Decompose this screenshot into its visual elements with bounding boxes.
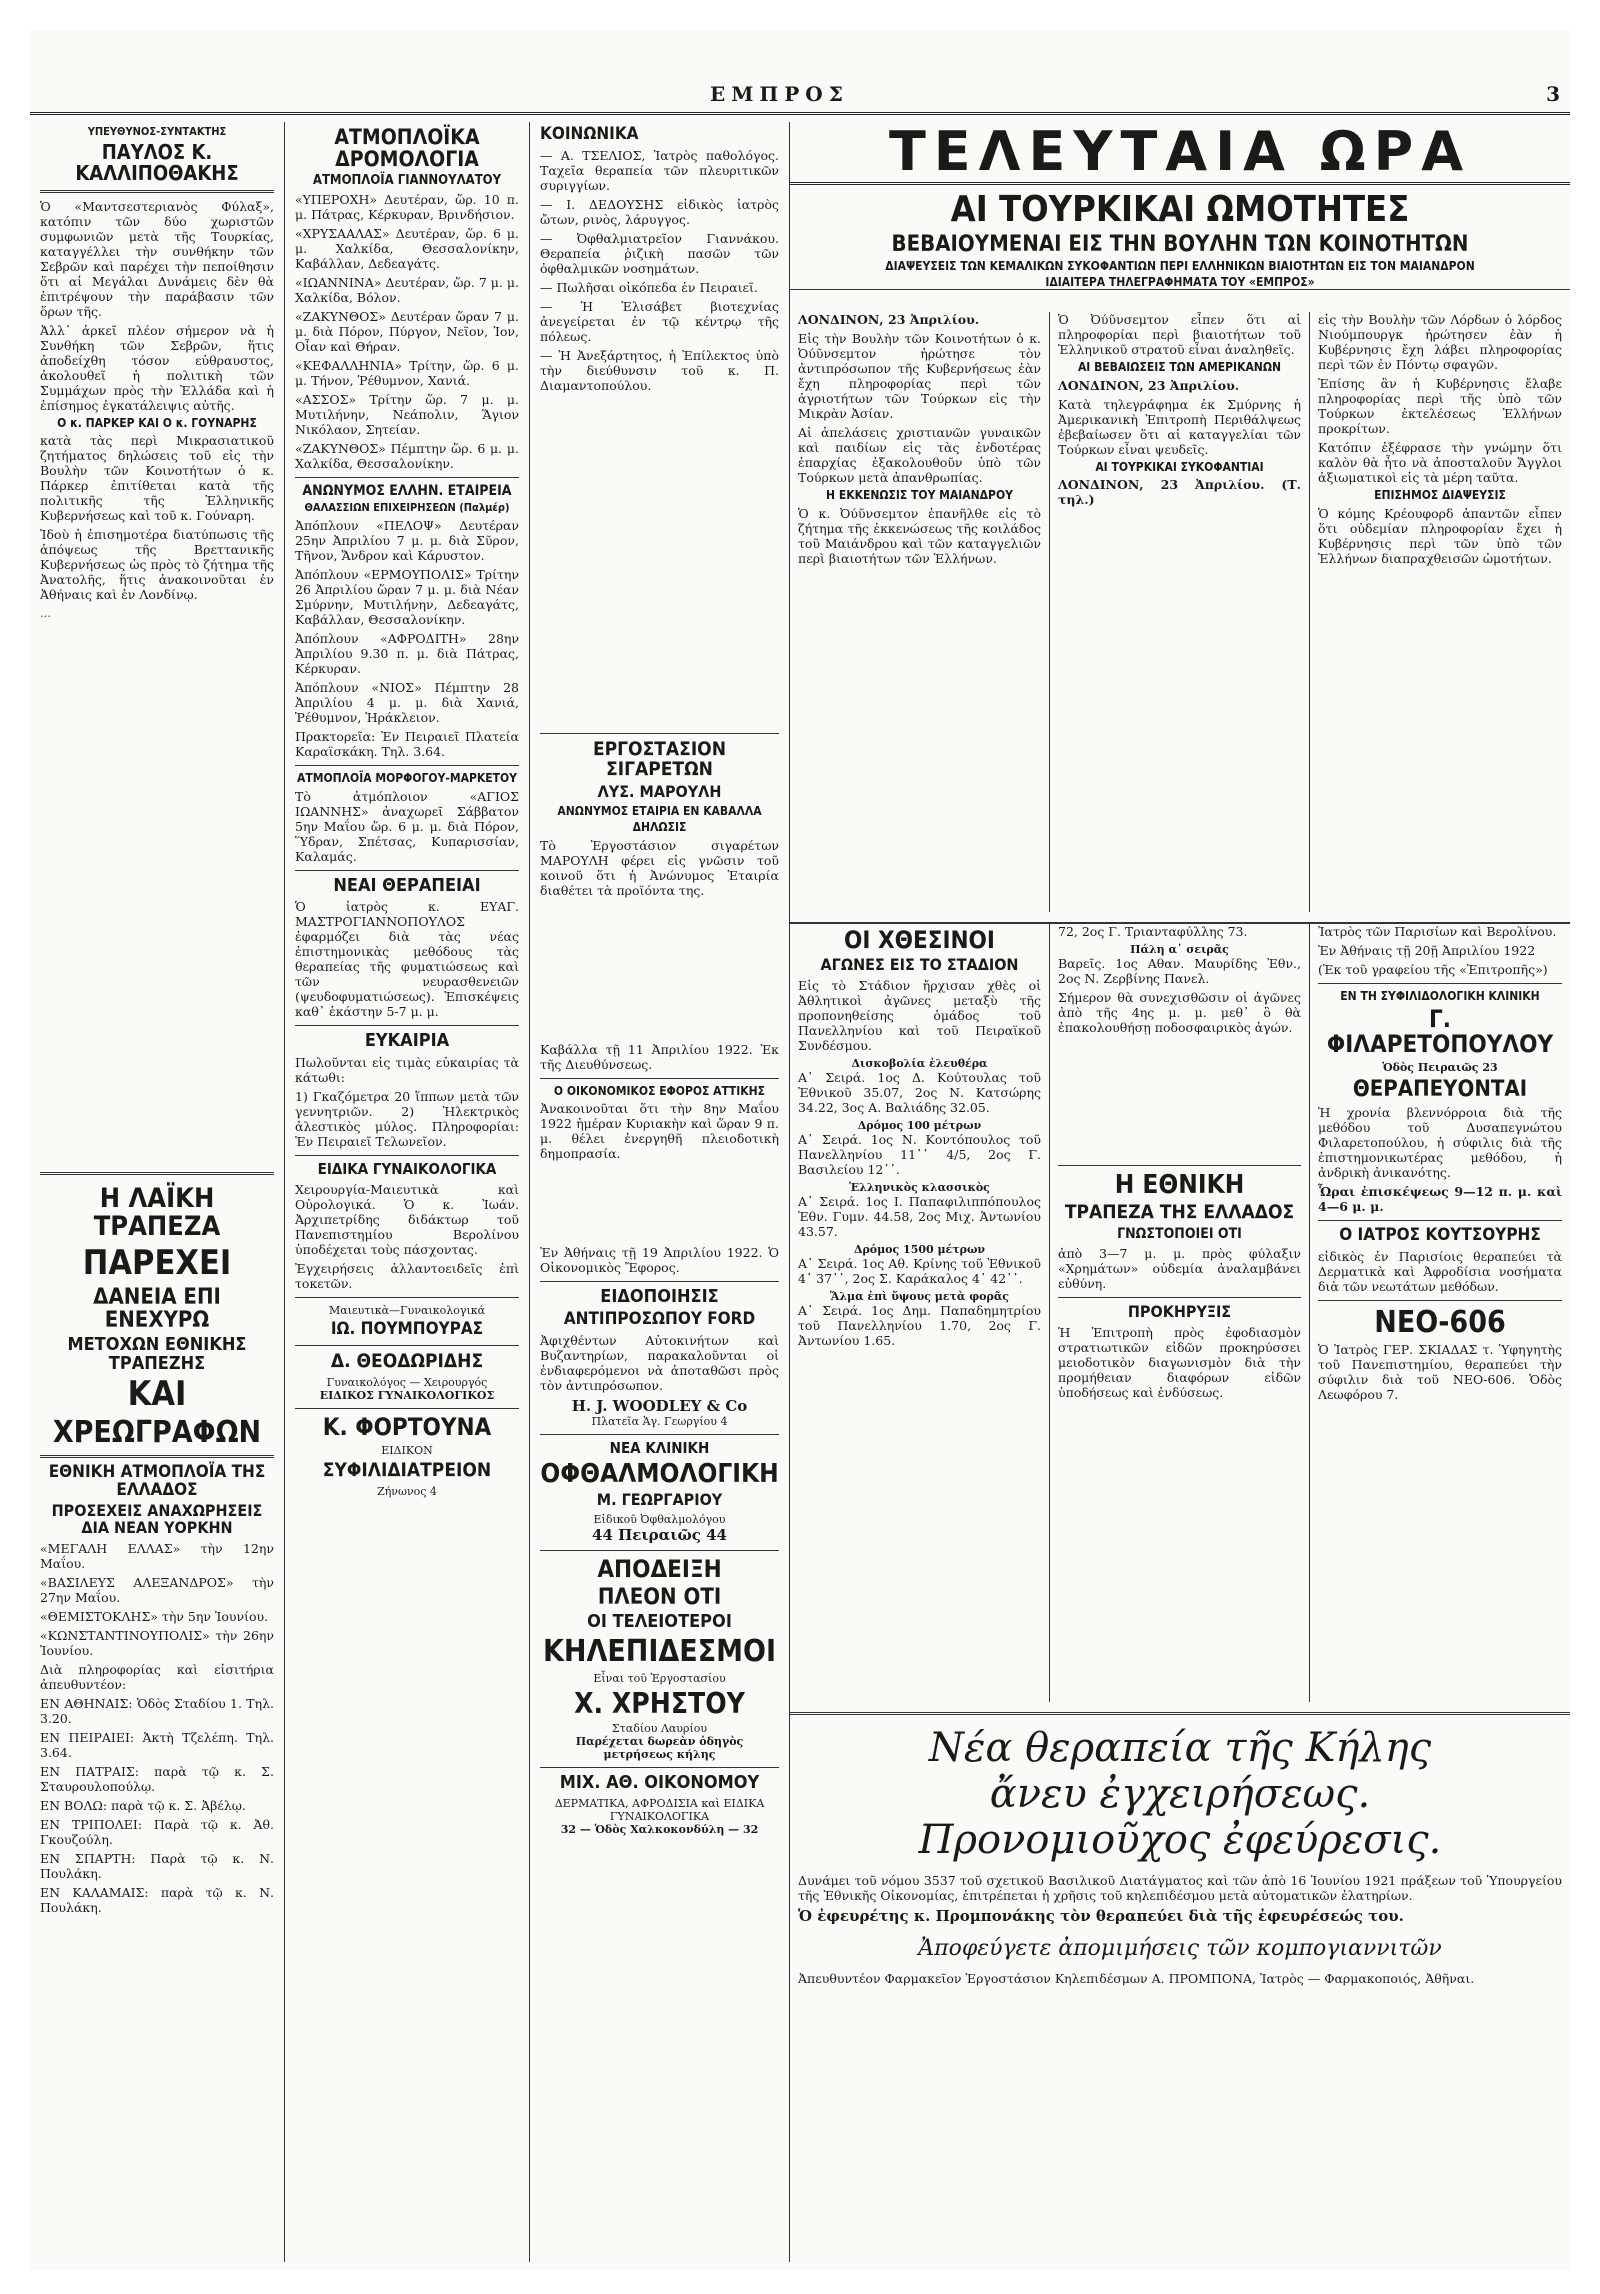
column-3: [530, 122, 790, 2262]
departure-line: «ΘΕΜΙΣΤΟΚΛΗΣ» τὴν 5ην Ἰουνίου.: [40, 1608, 269, 1624]
article-paragraph: Ἡ Ἐπιτροπὴ πρὸς ἐφοδιασμὸν στρατιωτικῶν εἰδῶν προκηρύσσει μειοδοτικὸν διαγωνισμὸν διὰ τὴν προμήθειαν διαφόρων εἰδῶν ὑποδήσεως καὶ ἐνδύσεως.: [1058, 1324, 1301, 1400]
company-subtitle: ΘΑΛΑΣΣΙΩΝ ΕΠΙΧΕΙΡΗΣΕΩΝ (Παλμέρ): [304, 501, 510, 515]
ad-headline: Προνομιοῦχος ἐφεύρεσις.: [918, 1817, 1442, 1863]
event-title: Δρόμος 100 μέτρων: [857, 1118, 982, 1132]
ad-title: ΝΕΟ-606: [1374, 1304, 1506, 1340]
section-title: ΑΙ ΒΕΒΑΙΩΣΕΙΣ ΤΩΝ ΑΜΕΡΙΚΑΝΩΝ: [1077, 360, 1282, 374]
clinic-name: ΣΥΦΙΛΙΔΙΑΤΡΕΙΟΝ: [322, 1459, 492, 1482]
section-title: ΕΙΔΙΚΑ ΓΥΝΑΙΚΟΛΟΓΙΚΑ: [317, 1160, 497, 1179]
agency-line: Πρακτορεῖα: Ἐν Πειραιεῖ Πλατεία Καραϊσκάκη. Τηλ. 3.64.: [295, 728, 519, 759]
bank-line: ΠΑΡΕΧΕΙ: [82, 1242, 232, 1283]
doctor-name: Γ. ΦΙΛΑΡΕΤΟΠΟΥΛΟΥ: [1326, 1004, 1554, 1058]
event-title: Δρόμος 1500 μέτρων: [853, 1242, 986, 1256]
article-paragraph: Ὁ κ. Ὀύῦνσεμτον ἐπανῆλθε εἰς τὸ ζήτημα τῆς ἐκκενώσεως τῆς κοιλάδος τοῦ Μαιάνδρου καὶ τῶν καταγγελιῶν περὶ βιαιοτήτων τῶν Ἑλλήνων.: [798, 505, 1041, 566]
dateline: ΛΟΝΔΙΝΟΝ, 23 Ἀπριλίου.: [798, 312, 980, 327]
column-2: [285, 122, 530, 2262]
ad-line: Εἶναι τοῦ Ἐργοστασίου: [593, 1671, 726, 1685]
doctor-specialty: ΕΙΔΙΚΟΝ: [381, 1444, 433, 1458]
clinic-address: 44 Πειραιῶς 44: [592, 1525, 727, 1544]
route-line: «ΧΡΥΣΑΑΛΑΣ» Δευτέραν, ὥρ. 6 μ. μ. Χαλκίδα, Θεσσαλονίκην, Καβάλλαν, Δεδεαγάτς.: [295, 225, 519, 271]
event-title: Ἑλληνικὸς κλασσικὸς: [849, 1180, 990, 1194]
steamship-advert: [40, 1461, 274, 1915]
departure-line: «ΚΩΝΣΤΑΝΤΙΝΟΥΠΟΛΙΣ» τὴν 26ην Ἰουνίου.: [40, 1627, 274, 1658]
agency-line: ΕΝ ΚΑΛΑΜΑΙΣ: παρὰ τῷ κ. Ν. Πουλάκη.: [40, 1884, 274, 1915]
contact-line: Ἀπευθυντέον Φαρμακεῖον Ἐργοστάσιον Κηλεπιδέσμων Α. ΠΡΟΜΠΟΝΑ, Ἰατρὸς — Φαρμακοποιός, Ἀθῆναι.: [798, 1971, 1475, 1986]
route-line: «ΙΩΑΝΝΙΝΑ» Δευτέραν, ὥρ. 7 μ. μ. Χαλκίδα, Βόλον.: [295, 274, 519, 305]
section-title: Η ΕΚΚΕΝΩΣΙΣ ΤΟΥ ΜΑΙΑΝΔΡΟΥ: [826, 488, 1013, 502]
notice-subtitle: ΑΝΤΙΠΡΟΣΩΠΟΥ FORD: [563, 1309, 756, 1330]
sports-column: [790, 922, 1050, 1702]
factory-subtitle: ΑΝΩΝΥΜΟΣ ΕΤΑΙΡΙΑ ΕΝ ΚΑΒΑΛΛΑ: [557, 803, 762, 818]
doctor-name: ΜΙΧ. ΑΘ. ΟΙΚΟΝΟΜΟΥ: [559, 1771, 760, 1793]
doctor-specialty: Μαιευτικὰ—Γυναικολογικά: [328, 1304, 486, 1318]
social-item: — Ι. ΔΕΔΟΥΣΗΣ εἰδικὸς ἰατρὸς ὤτων, ρινὸς, λάρυγγος.: [540, 196, 779, 227]
article-paragraph: Ἡ χρονία βλεννόρροια διὰ τῆς μεθόδου τοῦ Δυσαπεγνώτου Φιλαρετοπούλου, ἡ σύφιλις διὰ τῆς ἐπιστημονικωτέρας μεθόδου, ἡ ἀνδρικὴ ἀνικανότης.: [1318, 1105, 1562, 1181]
doctor-specialty: Γυναικολόγος — Χειρουργός: [326, 1375, 488, 1389]
doctor-name: Κ. ΦΟΡΤΟΥΝΑ: [322, 1412, 492, 1441]
article-paragraph: Ὁ Ἰατρὸς ΓΕΡ. ΣΚΙΑΔΑΣ τ. Ὑφηγητὴς τοῦ Πανεπιστημίου, θεραπεύει τὴν σύφιλιν διὰ τοῦ ΝΕΟ-606. Ὁδὸς Λεωφόρου 7.: [1318, 1342, 1562, 1403]
article-paragraph: 1) Γκαζόμετρα 20 ἵππων μετὰ τῶν γεννητριῶν. 2) Ἠλεκτρικὸς ἀλεστικὸς μύλος. Πληροφορίαι: Ἐν Πειραιεῖ Τελωνεῖον.: [295, 1089, 519, 1150]
bank-name: Η ΛΑΪΚΗ ΤΡΑΠΕΖΑ: [93, 1183, 221, 1243]
ad-headline: ἄνευ ἐγχειρήσεως.: [989, 1771, 1371, 1817]
article-paragraph: Σήμερον θὰ συνεχισθῶσιν οἱ ἀγῶνες ἀπὸ τῆς 4ης μ. μ. μεθ᾽ ὃ θὰ ἐπακολουθήσῃ ποδοσφαιρικὸς ἀγών.: [1058, 990, 1301, 1035]
social-item: — Ὀφθαλμιατρεῖον Γιαννάκου. Θεραπεία ῥιζικὴ πασῶν τῶν ὀφθαλμικῶν νοσημάτων.: [540, 230, 779, 276]
clinic-title: ΕΝ ΤΗ ΣΥΦΙΛΙΔΟΛΟΓΙΚΗ ΚΛΙΝΙΚΗ: [1340, 989, 1540, 1003]
route-line: Ἀπόπλουν «ΝΙΟΣ» Πέμπτην 28 Ἀπριλίου 4 μ. μ. διὰ Χανιά, Ῥέθυμνον, Ἡράκλειον.: [295, 679, 519, 725]
company-title: ΑΤΜΟΠΛΟΪΑ ΜΟΡΦΟΓΟΥ-ΜΑΡΚΕΤΟΥ: [297, 770, 517, 785]
result-line: Α᾽ Σειρά. 1ος Ν. Κοντόπουλος τοῦ Πανελληνίου 11᾽᾽ 4/5, 2ος Γ. Βασιλείου 12᾽᾽.: [798, 1131, 1041, 1177]
doctor-name: Ο ΙΑΤΡΟΣ ΚΟΥΤΣΟΥΡΗΣ: [1339, 1225, 1541, 1246]
bank-title: Η ΕΘΝΙΚΗ: [1114, 1170, 1245, 1200]
clinic-title: ΝΕΑ ΚΛΙΝΙΚΗ: [609, 1439, 710, 1458]
article-paragraph: ἀπὸ 3—7 μ. μ. πρὸς φύλαξιν «Χρημάτων» οὐδεμία ἀναλαμβάνει εὐθύνη.: [1058, 1245, 1301, 1291]
doctor-address: 32 — Ὁδὸς Χαλκοκονδύλη — 32: [560, 1822, 759, 1836]
result-line: Α᾽ Σειρά. 1ος Δημ. Παπαδημητρίου τοῦ Πανελληνίου 1.70, 2ος Γ. Ἀντωνίου 1.65.: [798, 1302, 1041, 1348]
article-paragraph: Ἐν Ἀθήναις τῇ 20ῇ Ἀπριλίου 1922: [1318, 943, 1536, 958]
article-paragraph: εἰδικὸς ἐν Παρισίοις θεραπεύει τὰ Δερματικὰ καὶ Ἀφροδίσια νοσήματα διὰ τῶν νεωτάτων μεθόδων.: [1318, 1248, 1562, 1294]
editor-label: ΥΠΕΥΘΥΝΟΣ-ΣΥΝΤΑΚΤΗΣ: [87, 125, 227, 138]
section-title: Ο κ. ΠΑΡΚΕΡ ΚΑΙ Ο κ. ΓΟΥΝΑΡΗΣ: [57, 415, 257, 430]
company-name: H. J. WOODLEY & Co: [571, 1397, 748, 1416]
article-paragraph: Ἐγχειρήσεις ἀλλαντοειδεῖς ἐπὶ τοκετῶν.: [295, 1261, 519, 1292]
column-1: ΥΠΕΥΘΥΝΟΣ-ΣΥΝΤΑΚΤΗΣ ΠΑΥΛΟΣ Κ. ΚΑΛΛΙΠΟΘΑΚΗΣ Ὁ «Μαντσεστεριανὸς Φύλαξ», κατόπιν τῶν δύο χωριστῶν συμφωνιῶν μετὰ τῆς Τουρκίας, καταγγέλλει τὴν συνθήκην τῶν Σεβρῶν καὶ παρέχει τὴν πεποίθησιν ὅτι αἱ Μεγάλαι Δυνάμεις δὲν θὰ ἐπιτρέψουν τὴν παράβασιν τῶν ὅρων τῆς. Ἀλλ᾽ ἀρκεῖ πλέον σήμερον νὰ ἡ Συνθήκη τῶν Σεβρῶν, ἥτις ἀποδείχθη τόσον εὐθραυστος, ἀκολουθεῖ ἡ πολιτικὴ τῶν Συμμάχων πρὸς τὴν Ἑλλάδα καὶ ἡ ἐπίσημος ἐγκατάλειψις αὐτῆς. Ο κ. ΠΑΡΚΕΡ ΚΑΙ Ο κ. ΓΟΥΝΑΡΗΣ κατὰ τὰς περὶ Μικρασιατικοῦ ζητήματος δηλώσεις τοῦ εἰς τὴν Βουλὴν τῶν Κοινοτήτων ὁ κ. Πάρκερ ἐπιτίθεται κατὰ τῆς πολιτικῆς τῆς Ἑλληνικῆς Κυβερνήσεως καὶ τοῦ κ. Γούναρη. Ἰδοὺ ἡ ἐπισημοτέρα διατύπωσις τῆς ἀπόψεως τῆς Βρεττανικῆς Κυβερνήσεως ὡς πρὸς τὸ ζήτημα τῆς Ἀνατολῆς, ἥτις ἀνακοινοῦται ἐν Ἀθήναις καὶ ἐν Λονδίνῳ. … Η ΛΑΪΚΗ ΤΡΑΠΕΖΑ ΠΑΡΕΧΕΙ ΔΑΝΕΙΑ ΕΠΙ ΕΝΕΧΥΡΩ ΜΕΤΟΧΩΝ ΕΘΝΙΚΗΣ ΤΡΑΠΕΖΗΣ ΚΑΙ ΧΡΕΩΓΡΑΦΩΝ ΕΘΝΙΚΗ ΑΤΜΟΠΛΟΪΑ ΤΗΣ ΕΛΛΑΔΟΣ ΠΡΟΣΕΧΕΙΣ ΑΝΑΧΩΡΗΣΕΙΣ ΔΙΑ ΝΕΑΝ ΥΟΡΚΗΝ «ΜΕΓΑΛΗ ΕΛΛΑΣ» τὴν 12ην Μαΐου. «ΒΑΣΙΛΕΥΣ ΑΛΕΞΑΝΔΡΟΣ» τὴν 27ην Μαΐου. «ΘΕΜΙΣΤΟΚΛΗΣ» τὴν 5ην Ἰουνίου. «ΚΩΝΣΤΑΝΤΙΝΟΥΠΟΛΙΣ» τὴν 26ην Ἰουνίου. Διὰ πληροφορίας καὶ εἰσιτήρια ἀπευθυντέον: ΕΝ ΑΘΗΝΑΙΣ: Ὁδὸς Σταδίου 1. Τηλ. 3.20. ΕΝ ΠΕΙΡΑΙΕΙ: Ἀκτὴ Τζελέπη. Τηλ. 3.64. ΕΝ ΠΑΤΡΑΙΣ: παρὰ τῷ κ. Σ. Σταυρουλοπούλῳ. ΕΝ ΒΟΛΩ: παρὰ τῷ κ. Σ. Ἀβέλῳ. ΕΝ ΤΡΙΠΟΛΕΙ: Παρὰ τῷ κ. Ἀθ. Γκουζούλη. ΕΝ ΣΠΑΡΤΗ: Παρὰ τῷ κ. Ν. Πουλάκη. ΕΝ ΚΑΛΑΜΑΙΣ: παρὰ τῷ κ. Ν. Πουλάκη.: [30, 122, 285, 2262]
hernia-advert: [790, 1712, 1570, 2252]
sports-title: ΟΙ ΧΘΕΣΙΝΟΙ: [844, 926, 995, 954]
dateline: ΛΟΝΔΙΝΟΝ, 23 Ἀπριλίου.: [1058, 377, 1240, 393]
article-paragraph: Ἰδοὺ ἡ ἐπισημοτέρα διατύπωσις τῆς ἀπόψεως τῆς Βρεττανικῆς Κυβερνήσεως ὡς πρὸς τὸ ζήτημα τῆς Ἀνατολῆς, ἥτις ἀνακοινοῦται ἐν Ἀθήναις καὶ ἐν Λονδίνῳ.: [40, 527, 274, 603]
article-paragraph: Ὁ ἰατρὸς κ. ΕΥΑΓ. ΜΑΣΤΡΟΓΙΑΝΝΟΠΟΥΛΟΣ ἐφαρμόζει διὰ τὰς νέας ἐπιστημονικὰς μεθόδους τὰς θεραπείας τῆς φυματιώσεως καὶ τῶν νευρασθενειῶν (ψευδοφυματιώσεως). Ἐπισκέψεις καθ᾽ ἑκάστην 5-7 μ. μ.: [295, 899, 519, 1020]
bank-line: ΔΑΝΕΙΑ ΕΠΙ ΕΝΕΧΥΡΩ: [93, 1284, 221, 1333]
result-line: Α᾽ Σειρά. 1ος Ι. Παπαφιλιππόπουλος Ἐθν. Γυμν. 44.58, 2ος Μιχ. Ἀντωνίου 43.57.: [798, 1193, 1041, 1239]
route-line: «ΖΑΚΥΝΘΟΣ» Πέμπτην ὥρ. 6 μ. μ. Χαλκίδα, Θεσσαλονίκην.: [295, 440, 519, 471]
factory-title: ΕΡΓΟΣΤΑΣΙΟΝ ΣΙΓΑΡΕΤΩΝ: [592, 737, 727, 780]
masthead: [30, 82, 1570, 115]
social-item: — Πωλῆσαι οἰκόπεδα ἐν Πειραιεῖ.: [540, 279, 758, 295]
route-line: «ΖΑΚΥΝΘΟΣ» Δευτέραν ὥραν 7 μ. μ. διὰ Πόρον, Πύργον, Νεῖον, Ἰον, Οἶαν καὶ Θήραν.: [295, 308, 519, 354]
subheadline: ΒΕΒΑΙΟΥΜΕΝΑΙ ΕΙΣ ΤΗΝ ΒΟΥΛΗΝ ΤΩΝ ΚΟΙΝΟΤΗΤΩΝ: [891, 231, 1469, 257]
section-title: ΕΥΚΑΙΡΙΑ: [364, 1030, 450, 1052]
bank-column: [1050, 922, 1310, 1702]
article-paragraph: Καβάλλα τῇ 11 Ἀπριλίου 1922. Ἐκ τῆς Διευθύνσεως.: [540, 1041, 779, 1072]
sports-subtitle: ΑΓΩΝΕΣ ΕΙΣ ΤΟ ΣΤΑΔΙΟΝ: [820, 955, 1019, 975]
right-block: [790, 122, 1570, 2262]
bank-line: ΜΕΤΟΧΩΝ ΕΘΝΙΚΗΣ ΤΡΑΠΕΖΗΣ: [67, 1333, 247, 1374]
bank-notice: ΓΝΩΣΤΟΠΟΙΕΙ ΟΤΙ: [1117, 1226, 1242, 1243]
article-paragraph: Κατόπιν ἐξέφρασε τὴν γνώμην ὅτι καλὸν θὰ ἦτο νὰ ἀποσταλοῦν Ἄγγλοι ἀξιωματικοὶ εἰς τὰ μέρη ταῦτα.: [1318, 440, 1562, 485]
company-address: Πλατεῖα Ἁγ. Γεωργίου 4: [591, 1415, 728, 1429]
article-paragraph: Ἐπίσης ἂν ἡ Κυβέρνησις ἔλαβε πληροφορίας περὶ τῆς ὑπὸ τῶν Τούρκων ἐκτελέσεως Ἑλλήνων προκρίτων.: [1318, 376, 1562, 436]
newspaper-page: [30, 30, 1570, 2270]
doctor-specialty: ΔΕΡΜΑΤΙΚΑ, ΑΦΡΟΔΙΣΙΑ καὶ ΕΙΔΙΚΑ ΓΥΝΑΙΚΟΛΟΓΙΚΑ: [554, 1796, 765, 1823]
bank-line: ΚΑΙ: [127, 1374, 187, 1415]
article-paragraph: Τὸ Ἐργοστάσιον σιγαρέτων ΜΑΡΟΥΛΗ φέρει εἰς γνῶσιν τοῦ κοινοῦ ὅτι ἡ Ἀνώνυμος Ἑταιρία διαθέτει τὰ προϊόντα της.: [540, 837, 779, 898]
ad-line: ΟΙ ΤΕΛΕΙΟΤΕΡΟΙ: [587, 1611, 732, 1633]
route-line: Ἀπόπλουν «ΕΡΜΟΥΠΟΛΙΣ» Τρίτην 26 Ἀπριλίου ὥραν 7 μ. μ. διὰ Νέαν Σμύρνην, Μυτιλήνην, Δεδεαγάτς, Καβάλλαν, Θεσσαλονίκην.: [295, 566, 519, 627]
dateline: ΛΟΝΔΙΝΟΝ, 23 Ἀπριλίου. (Τ. τηλ.): [1058, 477, 1301, 508]
subheadline-2: ΔΙΑΨΕΥΣΕΙΣ ΤΩΝ ΚΕΜΑΛΙΚΩΝ ΣΥΚΟΦΑΝΤΙΩΝ ΠΕΡΙ ΕΛΛΗΝΙΚΩΝ ΒΙΑΙΟΤΗΤΩΝ ΕΙΣ ΤΟΝ ΜΑΙΑΝΔΡΟΝ: [885, 258, 1475, 273]
doctor-specialty: Εἰδικοῦ Ὀφθαλμολόγου: [593, 1512, 726, 1526]
result-line: Βαρεῖς. 1ος Αθαν. Μαυρίδης Ἐθν., 2ος Ν. Ζερβίνης Πανελ.: [1058, 956, 1301, 986]
departure-line: «ΒΑΣΙΛΕΥΣ ΑΛΕΞΑΝΔΡΟΣ» τὴν 27ην Μαΐου.: [40, 1574, 274, 1605]
steamship-title: ΕΘΝΙΚΗ ΑΤΜΟΠΛΟΪΑ ΤΗΣ ΕΛΛΑΔΟΣ: [48, 1461, 266, 1500]
clinic-hours: Ὧραι ἐπισκέψεως 9—12 π. μ. καὶ 4—6 μ. μ.: [1318, 1184, 1562, 1215]
section-title: ΝΕΑΙ ΘΕΡΑΠΕΙΑΙ: [333, 874, 481, 896]
clinic-headline: ΘΕΡΑΠΕΥΟΝΤΑΙ: [1352, 1076, 1528, 1102]
article-paragraph: Δυνάμει τοῦ νόμου 3537 τοῦ σχετικοῦ Βασιλικοῦ Διατάγματος καὶ τῶν ἀπὸ 16 Ἰουνίου 1921 πράξεων τοῦ Ὑπουργείου τῆς Ἐθνικῆς Οἰκονομίας, ἐπιτρέπεται ἡ χρῆσις τοῦ κηλεπιδέσμου μετὰ αὐτοματικῶν ἐλατηρίων.: [798, 1873, 1562, 1903]
page-number: 3: [1546, 82, 1560, 106]
article-paragraph: Ὁ κόμης Κρέουφορδ ἀπαντῶν εἶπεν ὅτι οὐδεμίαν πληροφορίαν ἔχει ἡ Κυβέρνησις περὶ τῶν ὑπὸ τῶν Ἑλλήνων διαπραχθεισῶν ὠμοτήτων.: [1318, 505, 1562, 566]
factory-name: ΛΥΣ. ΜΑΡΟΥΛΗ: [597, 781, 722, 801]
ad-headline: Νέα θεραπεία τῆς Κήλης: [928, 1725, 1432, 1771]
article-paragraph: Αἱ ἀπελάσεις χριστιανῶν γυναικῶν καὶ παιδίων εἰς τὰς ἐνδοτέρας ἐπαρχίας ἐξακολουθοῦν ὑπὸ τῶν Τούρκων μετὰ ἀπανθρωπίας.: [798, 425, 1041, 485]
editor-name: ΠΑΥΛΟΣ Κ. ΚΑΛΛΙΠΟΘΑΚΗΣ: [75, 139, 239, 185]
article-paragraph: Ἀφιχθέντων Αὐτοκινήτων καὶ Βυζαντηρίων, παρακαλοῦνται οἱ ἐνδιαφερόμενοι νὰ ἀποταθῶσι πρὸς τὸν ἀντιπρόσωπον.: [540, 1333, 779, 1394]
ad-title: ΑΠΟΔΕΙΞΗ: [597, 1554, 722, 1583]
article-paragraph: Κατὰ τηλεγράφημα ἐκ Σμύρνης ἡ Ἀμερικανικὴ Ἐπιτροπὴ Περιθάλψεως ἐβεβαίωσεν ὅτι αἱ καταγγελίαι τῶν Τούρκων εἶναι ψευδεῖς.: [1058, 396, 1301, 457]
ad-line: Σταδίου Λαυρίου: [611, 1721, 708, 1735]
clinic-name: ΟΦΘΑΛΜΟΛΟΓΙΚΗ: [540, 1458, 779, 1489]
article-paragraph: Ἐν Ἀθήναις τῇ 19 Ἀπριλίου 1922. Ὁ Οἰκονομικὸς Ἔφορος.: [540, 1245, 779, 1276]
article-paragraph: Ἀνακοινοῦται ὅτι τὴν 8ην Μαΐου 1922 ἡμέραν Κυριακὴν καὶ ὥραν 9 π. μ. θέλει ἐνεργηθῆ πλειοδοτικὴ δημοπρασία.: [540, 1101, 779, 1162]
company-title: ΑΝΩΝΥΜΟΣ ΕΛΛΗΝ. ΕΤΑΙΡΕΙΑ: [302, 482, 512, 499]
paper-name: ΕΜΠΡΟΣ: [710, 82, 849, 106]
shipping-title: ΑΤΜΟΠΛΟΪΚΑ ΔΡΟΜΟΛΟΓΙΑ: [334, 125, 480, 172]
ad-line: Παρέχεται δωρεὰν ὁδηγὸς μετρήσεως κήλης: [575, 1734, 744, 1761]
route-line: Ἀπόπλουν «ΠΕΛΟΨ» Δευτέραν 25ην Ἀπριλίου 7 μ. μ. διὰ Σῦρον, Τῆνον, Ἄνδρον καὶ Κάρυστον.: [295, 517, 519, 563]
right-subcolumn-3: [1310, 312, 1570, 912]
event-title: Πάλη α᾽ σειρᾶς: [1130, 943, 1229, 956]
ad-line: ΚΗΛΕΠΙΔΕΣΜΟΙ: [542, 1634, 777, 1670]
right-subcolumn-2: [1050, 312, 1310, 912]
section-title: ΚΟΙΝΩΝΙΚΑ: [540, 124, 639, 144]
route-line: Τὸ ἀτμόπλοιον «ΑΓΙΟΣ ΙΩΑΝΝΗΣ» ἀναχωρεῖ Σάββατον 5ην Μαΐου ὥρ. 6 μ. μ. διὰ Πόρον, Ὕδραν, Σπέτσας, Κυπαρισσίαν, Καλαμάς.: [295, 788, 519, 864]
clinic-address: Ὁδὸς Πειραιῶς 23: [1382, 1060, 1498, 1074]
ad-line: ΠΛΕΟΝ ΟΤΙ: [597, 1585, 722, 1611]
social-item: — Ἡ Ἐλισάβετ βιοτεχνίας ἀνεγείρεται ἐν τῷ κέντρῳ τῆς πόλεως.: [540, 298, 779, 344]
event-title: Δισκοβολία ἐλευθέρα: [851, 1056, 988, 1070]
clinic-column: [1310, 922, 1570, 1702]
steamship-subtitle: ΠΡΟΣΕΧΕΙΣ ΑΝΑΧΩΡΗΣΕΙΣ ΔΙΑ ΝΕΑΝ ΥΟΡΚΗΝ: [51, 1501, 263, 1538]
telegrams-title: ΙΔΙΑΙΤΕΡΑ ΤΗΛΕΓΡΑΦΗΜΑΤΑ ΤΟΥ «ΕΜΠΡΟΣ»: [790, 276, 1570, 290]
agency-line: ΕΝ ΣΠΑΡΤΗ: Παρὰ τῷ κ. Ν. Πουλάκη.: [40, 1850, 274, 1881]
ad-name: Χ. ΧΡΗΣΤΟΥ: [574, 1686, 745, 1720]
agency-line: ΕΝ ΑΘΗΝΑΙΣ: Ὁδὸς Σταδίου 1. Τηλ. 3.20.: [40, 1695, 274, 1726]
social-item: — Α. ΤΣΕΛΙΟΣ, Ἰατρὸς παθολόγος. Ταχεῖα θεραπεία τῶν πλευριτικῶν συριγγίων.: [540, 147, 779, 193]
event-title: Ἅλμα ἐπὶ ὕψους μετὰ φορᾶς: [830, 1289, 1009, 1303]
article-paragraph: Ἀλλ᾽ ἀρκεῖ πλέον σήμερον νὰ ἡ Συνθήκη τῶν Σεβρῶν, ἥτις ἀποδείχθη τόσον εὐθραυστος, ἀκολουθεῖ ἡ πολιτικὴ τῶν Συμμάχων πρὸς τὴν Ἑλλάδα καὶ ἡ ἐπίσημος ἐγκατάλειψις αὐτῆς.: [40, 322, 274, 413]
right-subcolumn-1: [790, 312, 1050, 912]
article-paragraph: Ὁ Ὀύῦνσεμτον εἶπεν ὅτι αἱ πληροφορίαι περὶ βιαιοτήτων τοῦ Ἑλληνικοῦ στρατοῦ εἶναι ἀναληθεῖς.: [1058, 312, 1301, 357]
route-line: «ΑΣΣΟΣ» Τρίτην ὥρ. 7 μ. μ. Μυτιλήνην, Νεάπολιν, Ἅγιον Νικόλαον, Σητείαν.: [295, 391, 519, 437]
agency-line: ΕΝ ΒΟΛΩ: παρὰ τῷ κ. Σ. Ἀβέλῳ.: [40, 1797, 246, 1813]
result-line: Α᾽ Σειρά. 1ος Αθ. Κρίνης τοῦ Ἐθνικοῦ 4᾽ 37᾽᾽, 2ος Σ. Καράκαλος 4᾽ 42᾽᾽.: [798, 1255, 1041, 1286]
shipping-subtitle: ΑΤΜΟΠΛΟΪΑ ΓΙΑΝΝΟΥΛΑΤΟΥ: [312, 173, 502, 189]
declaration-title: ΔΗΛΩΣΙΣ: [632, 820, 687, 835]
article-paragraph: Ὁ ἐφευρέτης κ. Προμπονάκης τὸν θεραπεύει διὰ τῆς ἐφευρέσεώς του.: [798, 1907, 1404, 1925]
doctor-specialty: ΕΙΔΙΚΟΣ ΓΥΝΑΙΚΟΛΟΓΙΚΟΣ: [319, 1388, 495, 1402]
article-paragraph: Χειρουργία-Μαιευτικὰ καὶ Οὐρολογικά. Ὁ κ. Ἰωάν. Ἀρχιπετρίδης διδάκτωρ τοῦ Πανεπιστημίου Βερολίνου ὑποδέχεται τοὺς πάσχοντας.: [295, 1182, 519, 1258]
doctor-name: Δ. ΘΕΟΔΩΡΙΔΗΣ: [330, 1349, 484, 1372]
bank-subtitle: ΤΡΑΠΕΖΑ ΤΗΣ ΕΛΛΑΔΟΣ: [1064, 1201, 1295, 1224]
banner-title: ΤΕΛΕΥΤΑΙΑ ΩΡΑ: [790, 122, 1570, 185]
section-title: Ο ΟΙΚΟΝΟΜΙΚΟΣ ΕΦΟΡΟΣ ΑΤΤΙΚΗΣ: [553, 1083, 766, 1098]
doctor-name: ΙΩ. ΠΟΥΜΠΟΥΡΑΣ: [330, 1319, 484, 1340]
doctor-name: Μ. ΓΕΩΡΓΑΡΙΟΥ: [596, 1490, 723, 1510]
notice-title: ΕΙΔΟΠΟΙΗΣΙΣ: [600, 1286, 719, 1308]
article-paragraph: (Ἐκ τοῦ γραφείου τῆς «Ἐπιτροπῆς»): [1318, 962, 1548, 977]
clinic-address: Ζήνωνος 4: [377, 1485, 437, 1498]
article-paragraph: Ἰατρὸς τῶν Παρισίων καὶ Βερολίνου.: [1318, 924, 1557, 939]
social-item: — Ἡ Ἀνεξάρτητος, ἡ Ἐπίλεκτος ὑπὸ τὴν διεύθυνσιν τοῦ κ. Π. Διαμαντοπούλου.: [540, 347, 779, 393]
result-line: Α᾽ Σειρά. 1ος Δ. Κούτουλας τοῦ Ἐθνικοῦ 35.07, 2ος Ν. Κατσώρης 34.22, 3ος Α. Βαλιάδης 32.05.: [798, 1069, 1041, 1115]
agency-line: ΕΝ ΤΡΙΠΟΛΕΙ: Παρὰ τῷ κ. Ἀθ. Γκουζούλη.: [40, 1816, 274, 1847]
route-line: «ΥΠΕΡΟΧΗ» Δευτέραν, ὥρ. 10 π. μ. Πάτρας, Κέρκυραν, Βρινδήσιον.: [295, 191, 519, 222]
article-paragraph: Πωλοῦνται εἰς τιμὰς εὐκαιρίας τὰ κάτωθι:: [295, 1055, 519, 1086]
bank-line: ΧΡΕΩΓΡΑΦΩΝ: [52, 1415, 262, 1451]
article-paragraph: κατὰ τὰς περὶ Μικρασιατικοῦ ζητήματος δηλώσεις τοῦ εἰς τὴν Βουλὴν τῶν Κοινοτήτων ὁ κ. Πάρκερ ἐπιτίθεται κατὰ τῆς πολιτικῆς τῆς Ἑλληνικῆς Κυβερνήσεως καὶ τοῦ κ. Γούναρη.: [40, 433, 274, 524]
article-paragraph: εἰς τὴν Βουλὴν τῶν Λόρδων ὁ λόρδος Νιούμπουργκ ἠρώτησεν ἐὰν ἡ Κυβέρνησις ἔχη λάβει πληροφορίας περὶ τῶν ἐν Πόντῳ σφαγῶν.: [1318, 312, 1562, 372]
agency-line: ΕΝ ΠΑΤΡΑΙΣ: παρὰ τῷ κ. Σ. Σταυρουλοπούλῳ.: [40, 1763, 274, 1794]
article-paragraph: Εἰς τὸ Στάδιον ἤρχισαν χθὲς οἱ Ἀθλητικοὶ ἀγῶνες μεταξὺ τῆς προπονηθείσης ὁμάδος τοῦ Πανελληνίου καὶ τοῦ Πειραϊκοῦ Συνδέσμου.: [798, 977, 1041, 1053]
agency-line: Διὰ πληροφορίας καὶ εἰσιτήρια ἀπευθυντέον:: [40, 1661, 274, 1692]
route-line: Ἀπόπλουν «ΑΦΡΟΔΙΤΗ» 28ην Ἀπριλίου 9.30 π. μ. διὰ Πάτρας, Κέρκυραν.: [295, 630, 519, 676]
article-paragraph: Ὁ «Μαντσεστεριανὸς Φύλαξ», κατόπιν τῶν δύο χωριστῶν συμφωνιῶν μετὰ τῆς Τουρκίας, καταγγέλλει τὴν συνθήκην τῶν Σεβρῶν καὶ παρέχει τὴν πεποίθησιν ὅτι αἱ Μεγάλαι Δυνάμεις δὲν θὰ ἐπιτρέψουν τὴν παράβασιν τῶν ὅρων τῆς.: [40, 198, 274, 319]
article-paragraph: Εἰς τὴν Βουλὴν τῶν Κοινοτήτων ὁ κ. Ὀύῦνσεμτον ἠρώτησε τὸν ἀντιπρόσωπον τῆς Κυβερνήσεως ἐὰν ἔχη πληροφορίας περὶ τῶν ἀγριοτήτων τῶν Τούρκων εἰς τὴν Μικρὰν Ἀσίαν.: [798, 331, 1041, 421]
ad-warning: Ἀποφεύγετε ἀπομιμήσεις τῶν κομπογιαννιτῶν: [918, 1936, 1442, 1961]
departure-line: «ΜΕΓΑΛΗ ΕΛΛΑΣ» τὴν 12ην Μαΐου.: [40, 1540, 274, 1571]
section-title: ΑΙ ΤΟΥΡΚΙΚΑΙ ΣΥΚΟΦΑΝΤΙΑΙ: [1095, 459, 1264, 474]
section-title: ΕΠΙΣΗΜΟΣ ΔΙΑΨΕΥΣΙΣ: [1374, 488, 1506, 502]
route-line: «ΚΕΦΑΛΛΗΝΙΑ» Τρίτην, ὥρ. 6 μ. μ. Τήνον, Ῥέθυμνον, Χανιά.: [295, 357, 519, 388]
result-line: 72, 2ος Γ. Τριανταφύλλης 73.: [1058, 924, 1248, 939]
proclamation-title: ΠΡΟΚΗΡΥΞΙΣ: [1127, 1301, 1232, 1321]
bank-advert: [40, 1185, 274, 1449]
main-headline: ΑΙ ΤΟΥΡΚΙΚΑΙ ΩΜΟΤΗΤΕΣ: [950, 189, 1410, 230]
agency-line: ΕΝ ΠΕΙΡΑΙΕΙ: Ἀκτὴ Τζελέπη. Τηλ. 3.64.: [40, 1729, 274, 1760]
